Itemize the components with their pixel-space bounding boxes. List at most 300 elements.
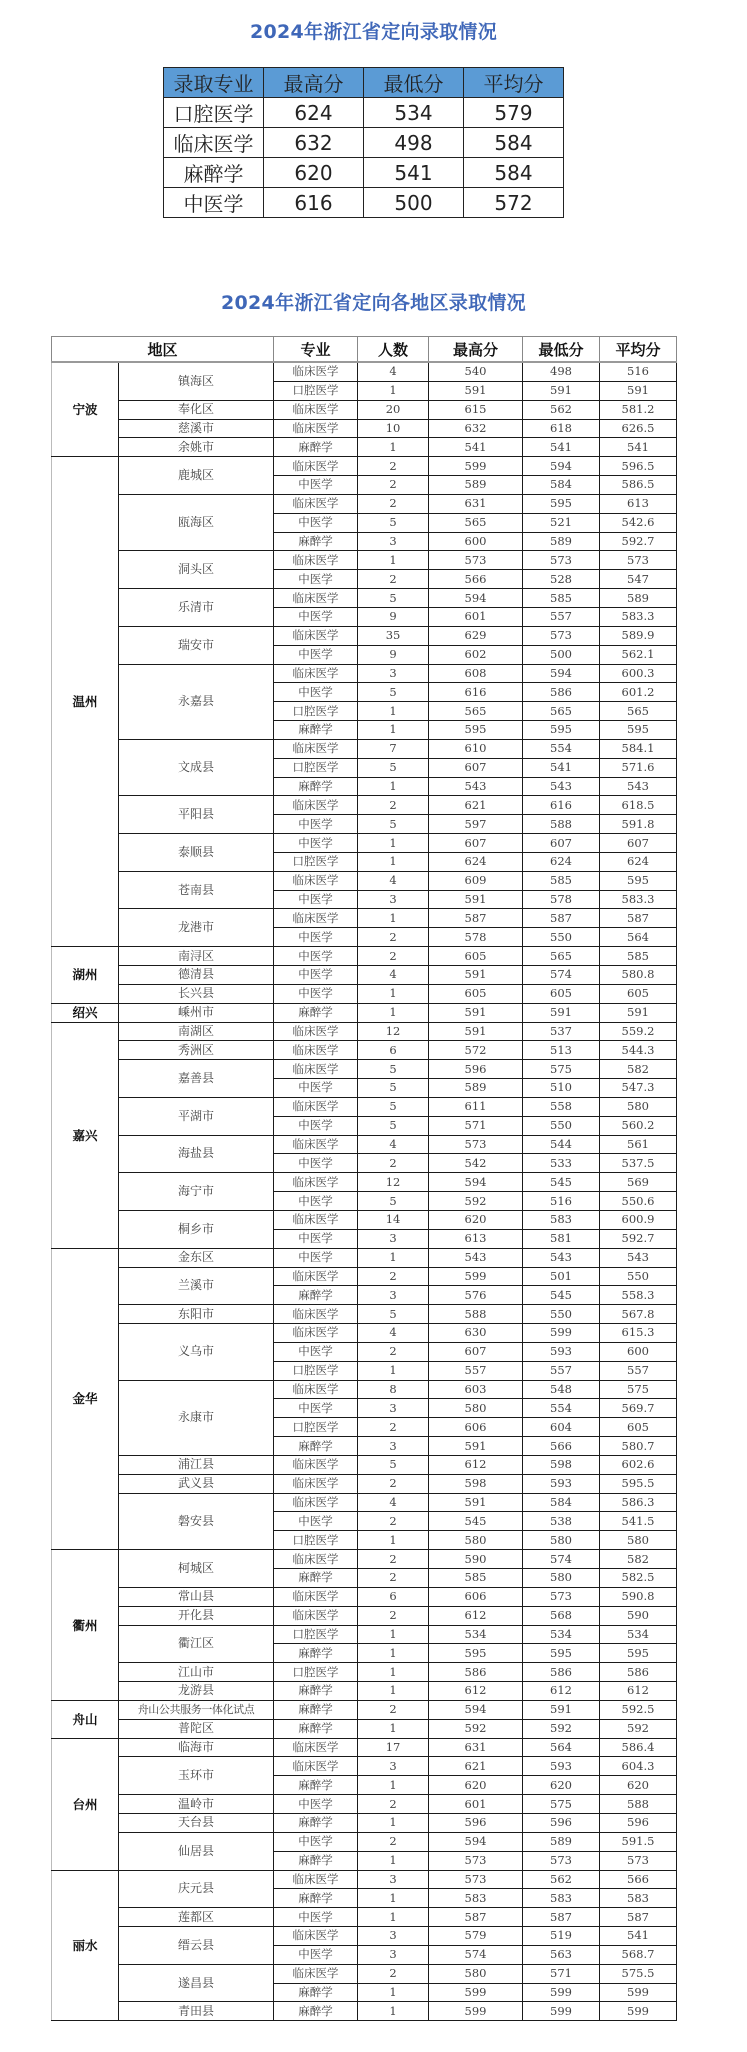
max-score: 540 <box>429 362 523 381</box>
max-score: 545 <box>429 1512 523 1531</box>
table-row <box>52 2002 677 2021</box>
max-score: 612 <box>429 1682 523 1701</box>
district-cell: 永康市 <box>119 1380 274 1455</box>
min-score: 580 <box>523 1531 600 1550</box>
min-score: 598 <box>523 1455 600 1474</box>
major: 中医学 <box>274 1192 358 1211</box>
count: 2 <box>358 1832 429 1851</box>
max-score: 588 <box>429 1305 523 1324</box>
avg-score: 537.5 <box>600 1154 677 1173</box>
count: 1 <box>358 1644 429 1663</box>
avg-score: 584.1 <box>600 739 677 758</box>
count: 2 <box>358 928 429 947</box>
avg-score: 591.5 <box>600 1832 677 1851</box>
max-score: 534 <box>429 1625 523 1644</box>
district-cell: 温岭市 <box>119 1795 274 1814</box>
count: 1 <box>358 1889 429 1908</box>
count: 8 <box>358 1380 429 1399</box>
max-score: 572 <box>429 1041 523 1060</box>
count: 2 <box>358 1569 429 1588</box>
table-row <box>52 1210 677 1229</box>
max-score: 599 <box>429 1267 523 1286</box>
table-row <box>52 1380 677 1399</box>
regions-table <box>51 336 677 2021</box>
count: 5 <box>358 1455 429 1474</box>
max-score: 591 <box>429 1493 523 1512</box>
avg-score: 602.6 <box>600 1455 677 1474</box>
count: 3 <box>358 1286 429 1305</box>
max-score: 591 <box>429 1022 523 1041</box>
major: 中医学 <box>274 607 358 626</box>
avg-score: 534 <box>600 1625 677 1644</box>
min-score: 604 <box>523 1418 600 1437</box>
min-score: 557 <box>523 607 600 626</box>
major: 临床医学 <box>274 1455 358 1474</box>
avg-score: 569 <box>600 1173 677 1192</box>
max-score: 589 <box>429 476 523 495</box>
max-score: 595 <box>429 1644 523 1663</box>
count: 5 <box>358 1305 429 1324</box>
city-cell: 宁波 <box>52 362 119 457</box>
max-score: 607 <box>429 834 523 853</box>
avg-score: 571.6 <box>600 758 677 777</box>
district-cell: 柯城区 <box>119 1550 274 1588</box>
min-score: 533 <box>523 1154 600 1173</box>
min-score: 618 <box>523 419 600 438</box>
major: 麻醉学 <box>274 1983 358 2002</box>
count: 2 <box>358 947 429 966</box>
table-row <box>52 1908 677 1927</box>
major: 麻醉学 <box>274 1776 358 1795</box>
avg-score: 587 <box>600 1908 677 1927</box>
district-cell: 舟山公共服务一体化试点 <box>119 1700 274 1719</box>
major: 临床医学 <box>274 1870 358 1889</box>
major: 中医学 <box>274 1079 358 1098</box>
min-score: 599 <box>523 1324 600 1343</box>
min-score: 599 <box>523 2002 600 2021</box>
count: 1 <box>358 984 429 1003</box>
count: 3 <box>358 1229 429 1248</box>
avg-score: 544.3 <box>600 1041 677 1060</box>
avg-score: 590 <box>600 1606 677 1625</box>
min-score: 593 <box>523 1757 600 1776</box>
min-score: 620 <box>523 1776 600 1795</box>
max-score: 615 <box>429 400 523 419</box>
min-score: 516 <box>523 1192 600 1211</box>
min-score: 519 <box>523 1927 600 1946</box>
major: 临床医学 <box>274 1324 358 1343</box>
min-score: 548 <box>523 1380 600 1399</box>
major: 麻醉学 <box>274 1003 358 1022</box>
count: 6 <box>358 1041 429 1060</box>
count: 5 <box>358 1060 429 1079</box>
min-score: 595 <box>523 494 600 513</box>
count: 1 <box>358 721 429 740</box>
header-region: 地区 <box>52 337 274 363</box>
max-score: 576 <box>429 1286 523 1305</box>
table-row <box>52 1964 677 1983</box>
max-score: 585 <box>429 1569 523 1588</box>
min-score: 593 <box>523 1342 600 1361</box>
count: 3 <box>358 532 429 551</box>
min-score: 573 <box>523 1587 600 1606</box>
min-score: 571 <box>523 1964 600 1983</box>
avg-score: 605 <box>600 1418 677 1437</box>
district-cell: 海宁市 <box>119 1173 274 1211</box>
max-score: 632 <box>264 128 364 158</box>
max-score: 590 <box>429 1550 523 1569</box>
major: 临床医学 <box>274 1474 358 1493</box>
avg-score: 592.7 <box>600 1229 677 1248</box>
summary-row <box>164 188 564 218</box>
avg-score: 573 <box>600 1851 677 1870</box>
min-score: 575 <box>523 1795 600 1814</box>
count: 2 <box>358 494 429 513</box>
count: 6 <box>358 1587 429 1606</box>
max-score: 594 <box>429 1173 523 1192</box>
max-score: 574 <box>429 1945 523 1964</box>
avg-score: 583.3 <box>600 890 677 909</box>
count: 1 <box>358 1361 429 1380</box>
table-row <box>52 1022 677 1041</box>
header-min-score: 最低分 <box>364 68 464 98</box>
major: 口腔医学 <box>274 1625 358 1644</box>
table-row <box>52 1700 677 1719</box>
max-score: 543 <box>429 1248 523 1267</box>
avg-score: 568.7 <box>600 1945 677 1964</box>
major: 中医学 <box>274 928 358 947</box>
count: 3 <box>358 1927 429 1946</box>
district-cell: 余姚市 <box>119 438 274 457</box>
avg-score: 592.5 <box>600 1700 677 1719</box>
summary-header-row <box>164 68 564 98</box>
table-row <box>52 1832 677 1851</box>
max-score: 613 <box>429 1229 523 1248</box>
max-score: 621 <box>429 796 523 815</box>
count: 5 <box>358 513 429 532</box>
major: 麻醉学 <box>274 1889 358 1908</box>
count: 10 <box>358 419 429 438</box>
avg-score: 562.1 <box>600 645 677 664</box>
major: 临床医学 <box>274 551 358 570</box>
count: 1 <box>358 1625 429 1644</box>
avg-score: 592 <box>600 1719 677 1738</box>
avg-score: 596 <box>600 1813 677 1832</box>
min-score: 593 <box>523 1474 600 1493</box>
avg-score: 595 <box>600 1644 677 1663</box>
district-cell: 瓯海区 <box>119 494 274 551</box>
max-score: 602 <box>429 645 523 664</box>
header-min-score: 最低分 <box>523 337 600 363</box>
major: 麻醉学 <box>274 721 358 740</box>
avg-score: 550.6 <box>600 1192 677 1211</box>
max-score: 583 <box>429 1889 523 1908</box>
table-row <box>52 1060 677 1079</box>
min-score: 591 <box>523 1700 600 1719</box>
min-score: 513 <box>523 1041 600 1060</box>
major: 口腔医学 <box>164 98 264 128</box>
avg-score: 596.5 <box>600 457 677 476</box>
major: 中医学 <box>274 1248 358 1267</box>
count: 5 <box>358 1116 429 1135</box>
max-score: 591 <box>429 1437 523 1456</box>
city-cell: 嘉兴 <box>52 1022 119 1248</box>
avg-score: 541.5 <box>600 1512 677 1531</box>
avg-score: 560.2 <box>600 1116 677 1135</box>
table-row <box>52 871 677 890</box>
count: 20 <box>358 400 429 419</box>
max-score: 608 <box>429 664 523 683</box>
major: 麻醉学 <box>274 1569 358 1588</box>
avg-score: 580.8 <box>600 966 677 985</box>
district-cell: 秀洲区 <box>119 1041 274 1060</box>
table-row <box>52 1041 677 1060</box>
district-cell: 浦江县 <box>119 1455 274 1474</box>
avg-score: 599 <box>600 2002 677 2021</box>
count: 17 <box>358 1738 429 1757</box>
max-score: 543 <box>429 777 523 796</box>
table-row <box>52 551 677 570</box>
min-score: 591 <box>523 381 600 400</box>
avg-score: 615.3 <box>600 1324 677 1343</box>
city-cell: 衢州 <box>52 1550 119 1701</box>
avg-score: 582.5 <box>600 1569 677 1588</box>
major: 中医学 <box>274 815 358 834</box>
min-score: 595 <box>523 1644 600 1663</box>
major: 口腔医学 <box>274 1531 358 1550</box>
avg-score: 541 <box>600 1927 677 1946</box>
count: 4 <box>358 966 429 985</box>
avg-score: 624 <box>600 852 677 871</box>
avg-score: 586.4 <box>600 1738 677 1757</box>
city-cell: 温州 <box>52 457 119 947</box>
count: 4 <box>358 1324 429 1343</box>
major: 临床医学 <box>274 1738 358 1757</box>
table-row <box>52 984 677 1003</box>
district-cell: 庆元县 <box>119 1870 274 1908</box>
min-score: 605 <box>523 984 600 1003</box>
table-row <box>52 1550 677 1569</box>
count: 1 <box>358 852 429 871</box>
min-score: 586 <box>523 683 600 702</box>
district-cell: 德清县 <box>119 966 274 985</box>
major: 口腔医学 <box>274 702 358 721</box>
major: 中医学 <box>274 1116 358 1135</box>
min-score: 585 <box>523 871 600 890</box>
count: 1 <box>358 1663 429 1682</box>
major: 麻醉学 <box>274 532 358 551</box>
count: 1 <box>358 1776 429 1795</box>
major: 中医学 <box>274 1832 358 1851</box>
avg-score: 557 <box>600 1361 677 1380</box>
min-score: 594 <box>523 457 600 476</box>
max-score: 624 <box>429 852 523 871</box>
max-score: 609 <box>429 871 523 890</box>
table-row <box>52 419 677 438</box>
table-row <box>52 1305 677 1324</box>
count: 12 <box>358 1022 429 1041</box>
min-score: 544 <box>523 1135 600 1154</box>
min-score: 562 <box>523 400 600 419</box>
district-cell: 衢江区 <box>119 1625 274 1663</box>
avg-score: 585 <box>600 947 677 966</box>
major: 中医学 <box>274 1229 358 1248</box>
max-score: 589 <box>429 1079 523 1098</box>
count: 4 <box>358 362 429 381</box>
avg-score: 580 <box>600 1531 677 1550</box>
min-score: 566 <box>523 1437 600 1456</box>
avg-score: 589 <box>600 589 677 608</box>
count: 1 <box>358 1851 429 1870</box>
city-cell: 湖州 <box>52 947 119 1004</box>
table-row <box>52 1324 677 1343</box>
table-row <box>52 1097 677 1116</box>
min-score: 587 <box>523 1908 600 1927</box>
min-score: 594 <box>523 664 600 683</box>
count: 1 <box>358 1983 429 2002</box>
min-score: 578 <box>523 890 600 909</box>
major: 口腔医学 <box>274 1663 358 1682</box>
major: 临床医学 <box>274 909 358 928</box>
max-score: 580 <box>429 1964 523 1983</box>
count: 2 <box>358 1964 429 1983</box>
max-score: 557 <box>429 1361 523 1380</box>
major: 临床医学 <box>274 626 358 645</box>
max-score: 616 <box>429 683 523 702</box>
min-score: 612 <box>523 1682 600 1701</box>
max-score: 616 <box>264 188 364 218</box>
max-score: 631 <box>429 494 523 513</box>
count: 5 <box>358 1079 429 1098</box>
district-cell: 洞头区 <box>119 551 274 589</box>
avg-score: 586 <box>600 1663 677 1682</box>
table-row <box>52 457 677 476</box>
min-score: 501 <box>523 1267 600 1286</box>
max-score: 592 <box>429 1192 523 1211</box>
count: 2 <box>358 796 429 815</box>
min-score: 550 <box>523 1305 600 1324</box>
major: 临床医学 <box>274 1173 358 1192</box>
major: 临床医学 <box>274 1550 358 1569</box>
major: 临床医学 <box>274 1493 358 1512</box>
avg-score: 618.5 <box>600 796 677 815</box>
header-avg-score: 平均分 <box>600 337 677 363</box>
major: 临床医学 <box>274 494 358 513</box>
avg-score: 559.2 <box>600 1022 677 1041</box>
max-score: 591 <box>429 381 523 400</box>
table-row <box>52 626 677 645</box>
major: 临床医学 <box>274 664 358 683</box>
major: 临床医学 <box>274 1305 358 1324</box>
city-cell: 丽水 <box>52 1870 119 2021</box>
min-score: 573 <box>523 551 600 570</box>
max-score: 597 <box>429 815 523 834</box>
major: 中医学 <box>274 834 358 853</box>
table-row <box>52 1587 677 1606</box>
min-score: 500 <box>523 645 600 664</box>
header-major: 录取专业 <box>164 68 264 98</box>
major: 临床医学 <box>274 739 358 758</box>
count: 4 <box>358 1493 429 1512</box>
count: 9 <box>358 645 429 664</box>
regions-body <box>52 362 677 2021</box>
table-row <box>52 438 677 457</box>
count: 1 <box>358 438 429 457</box>
count: 1 <box>358 1003 429 1022</box>
major: 临床医学 <box>274 1022 358 1041</box>
count: 1 <box>358 1719 429 1738</box>
header-count: 人数 <box>358 337 429 363</box>
district-cell: 长兴县 <box>119 984 274 1003</box>
avg-score: 600 <box>600 1342 677 1361</box>
major: 中医学 <box>274 1342 358 1361</box>
district-cell: 莲都区 <box>119 1908 274 1927</box>
district-cell: 龙港市 <box>119 909 274 947</box>
max-score: 610 <box>429 739 523 758</box>
district-cell: 常山县 <box>119 1587 274 1606</box>
table-row <box>52 362 677 381</box>
count: 5 <box>358 683 429 702</box>
table-row <box>52 1757 677 1776</box>
min-score: 574 <box>523 966 600 985</box>
max-score: 612 <box>429 1455 523 1474</box>
city-cell: 舟山 <box>52 1700 119 1738</box>
header-avg-score: 平均分 <box>464 68 564 98</box>
avg-score: 580.7 <box>600 1437 677 1456</box>
avg-score: 590.8 <box>600 1587 677 1606</box>
count: 2 <box>358 1795 429 1814</box>
min-score: 498 <box>364 128 464 158</box>
district-cell: 永嘉县 <box>119 664 274 739</box>
min-score: 580 <box>523 1569 600 1588</box>
min-score: 592 <box>523 1719 600 1738</box>
district-cell: 平阳县 <box>119 796 274 834</box>
major: 中医学 <box>274 890 358 909</box>
major: 口腔医学 <box>274 381 358 400</box>
major: 临床医学 <box>274 1267 358 1286</box>
district-cell: 仙居县 <box>119 1832 274 1870</box>
avg-score: 516 <box>600 362 677 381</box>
min-score: 558 <box>523 1097 600 1116</box>
avg-score: 543 <box>600 1248 677 1267</box>
avg-score: 589.9 <box>600 626 677 645</box>
min-score: 573 <box>523 626 600 645</box>
table-row <box>52 966 677 985</box>
major: 临床医学 <box>274 1041 358 1060</box>
avg-score: 558.3 <box>600 1286 677 1305</box>
min-score: 510 <box>523 1079 600 1098</box>
min-score: 541 <box>523 758 600 777</box>
district-cell: 青田县 <box>119 2002 274 2021</box>
count: 1 <box>358 551 429 570</box>
major: 麻醉学 <box>274 1813 358 1832</box>
major: 中医学 <box>274 513 358 532</box>
district-cell: 兰溪市 <box>119 1267 274 1305</box>
count: 2 <box>358 457 429 476</box>
avg-score: 575.5 <box>600 1964 677 1983</box>
major: 麻醉学 <box>274 438 358 457</box>
major: 口腔医学 <box>274 1418 358 1437</box>
table-row <box>52 1474 677 1493</box>
table-row <box>52 1003 677 1022</box>
count: 2 <box>358 1342 429 1361</box>
count: 4 <box>358 1135 429 1154</box>
min-score: 545 <box>523 1286 600 1305</box>
max-score: 632 <box>429 419 523 438</box>
count: 9 <box>358 607 429 626</box>
summary-row <box>164 98 564 128</box>
avg-score: 567.8 <box>600 1305 677 1324</box>
